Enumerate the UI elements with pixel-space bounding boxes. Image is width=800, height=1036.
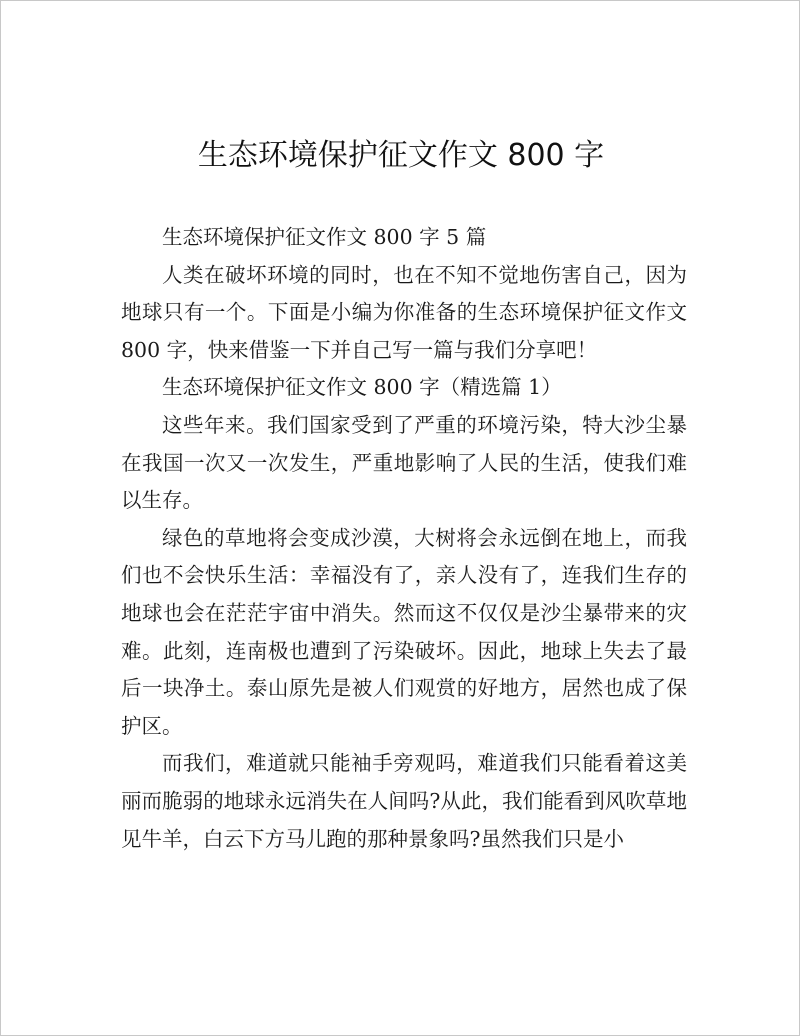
body-paragraph: 绿色的草地将会变成沙漠，大树将会永远倒在地上，而我们也不会快乐生活：幸福没有了，亲人没有了，连我们生存的地球也会在茫茫宇宙中消失。然而这不仅仅是沙尘暴带来的灾难。此刻，连南极也遭到了污染破坏。因此，地球上失去了最后一块净土。泰山原先是被人们观赏的好地方，居然也成了保护区。 — [121, 525, 687, 738]
intro-paragraph: 人类在破坏环境的同时，也在不知不觉地伤害自己，因为地球只有一个。下面是小编为你准备的生态环境保护征文作文 800 字，快来借鉴一下并自己写一篇与我们分享吧！ — [121, 262, 687, 362]
subtitle-paragraph: 生态环境保护征文作文 800 字 5 篇 — [162, 225, 487, 249]
section-heading: 生态环境保护征文作文 800 字（精选篇 1） — [162, 375, 562, 400]
body-paragraph: 这些年来。我们国家受到了严重的环境污染，特大沙尘暴在我国一次又一次发生，严重地影响了人民的生活，使我们难以生存。 — [121, 412, 687, 513]
document-title: 生态环境保护征文作文 800 字 — [197, 138, 605, 173]
body-paragraph: 而我们，难道就只能袖手旁观吗，难道我们只能看着这美丽而脆弱的地球永远消失在人间吗?从此，我们能看到风吹草地见牛羊，白云下方马儿跑的那种景象吗?虽然我们只是小 — [121, 751, 687, 851]
document-body — [121, 219, 687, 858]
